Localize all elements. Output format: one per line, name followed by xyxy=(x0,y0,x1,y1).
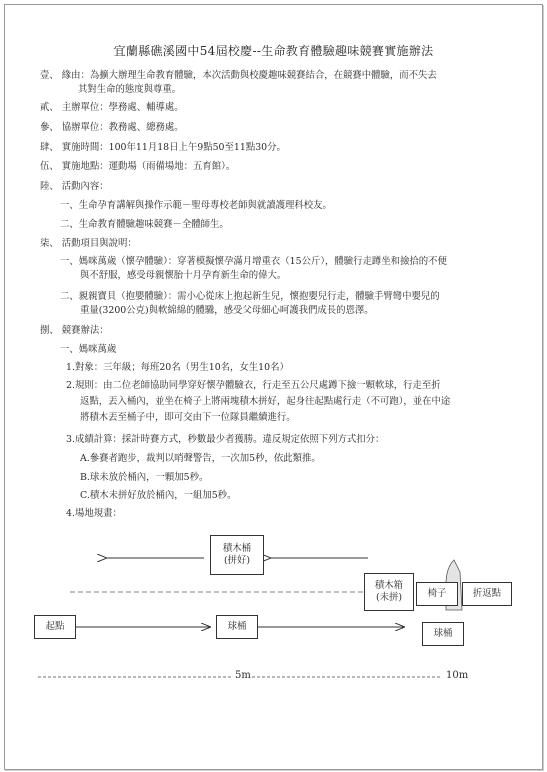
section-7-item-2: 二、親親寶貝（抱嬰體驗）：需小心從床上抱起新生兒，懷抱嬰兒行走，體驗手臂彎中嬰兒的 xyxy=(60,291,440,302)
section-number: 壹、 xyxy=(40,70,59,81)
rule-3-a: A.參賽者跑步，裁判以哨聲警告，一次加5秒，依此類推。 xyxy=(80,453,321,464)
rule-3: 3.成績計算：採計時賽方式，秒數最少者獲勝。違反規定依照下列方式扣分： xyxy=(66,434,385,445)
blocks-box-note: (未拼) xyxy=(375,592,403,603)
section-text: 活動內容： xyxy=(61,181,109,192)
blocks-bucket-assembled xyxy=(210,535,264,575)
rule-2-continuation-2: 將積木丟至桶子中，即可交由下一位隊員繼續進行。 xyxy=(80,412,296,423)
section-text: 實施時間：100年11月18日上午9點50至11點30分。 xyxy=(61,142,286,153)
scale-label-5m: 5m xyxy=(235,670,251,681)
start-point-box xyxy=(34,615,76,639)
ball-bucket-midway xyxy=(216,615,258,639)
blocks-bucket-label: 積木桶 xyxy=(222,543,252,554)
section-text: 活動項目與說明： xyxy=(61,238,137,249)
section-number: 陸、 xyxy=(40,181,59,192)
rule-1: 1.對象：三年級；每班20名（男生10名，女生10名） xyxy=(66,362,289,373)
section-number: 伍、 xyxy=(40,161,59,172)
section-number: 肆、 xyxy=(40,142,59,153)
start-point-label: 起點 xyxy=(45,621,65,632)
section-number: 貳、 xyxy=(40,102,59,113)
blocks-box-unassembled xyxy=(364,573,414,611)
section-7-item-1-continuation: 與不舒服，感受母親懷胎十月孕育新生命的偉大。 xyxy=(80,270,287,281)
section-6-item-2: 二、生命教育體驗趣味競賽－全體師生。 xyxy=(60,219,229,230)
section-8-subheading: 一、媽咪萬歲 xyxy=(60,344,117,355)
section-7-item-1: 一、媽咪萬歲（懷孕體驗）：穿著模擬懷孕滿月增重衣（15公斤），體驗行走蹲坐和撿拾的不便 xyxy=(60,256,447,267)
rule-4: 4.場地規畫： xyxy=(66,508,122,519)
ball-bucket-midway-label: 球桶 xyxy=(227,621,247,632)
blocks-bucket-note: (拼好) xyxy=(223,555,251,566)
section-1-continuation: 其對生命的態度與尊重。 xyxy=(78,84,182,95)
section-text: 主辦單位：學務處、輔導處。 xyxy=(61,102,184,113)
section-text: 實施地點：運動場（雨備場地：五育館）。 xyxy=(61,161,236,172)
section-text: 緣由：為擴大辦理生命教育體驗，本次活動與校慶趣味競賽結合，在競賽中體驗，而不失去 xyxy=(61,70,437,81)
turn-point-box xyxy=(462,582,512,606)
ball-bucket-end-label: 球桶 xyxy=(433,628,453,639)
blocks-box-label: 積木箱 xyxy=(374,580,404,591)
section-7-item-2-continuation: 重量(3200公克)與軟綿綿的體驣，感受父母細心呵護我們成長的恩澤。 xyxy=(80,305,374,316)
ball-bucket-end xyxy=(422,622,464,646)
section-number: 捌、 xyxy=(40,325,59,336)
turn-point-label: 折返點 xyxy=(472,588,502,599)
section-number: 柒、 xyxy=(40,238,59,249)
section-number: 參、 xyxy=(40,122,59,133)
chair-box xyxy=(416,582,458,606)
scale-label-10m: 10m xyxy=(446,670,469,681)
rule-2: 2.規則：由二位老師協助同學穿好懷孕體驗衣，行走至五公尺處蹲下撿一顆軟球，行走至折 xyxy=(66,380,441,391)
rule-3-b: B.球未放於桶內，一顆加5秒。 xyxy=(80,472,209,483)
section-6-item-1: 一、生命孕育講解與操作示範－聖母專校老師與就讀護理科校友。 xyxy=(60,200,332,211)
section-text: 協辦單位：教務處、總務處。 xyxy=(61,122,184,133)
rule-3-c: C.積木未拼好放於桶內，一組加5秒。 xyxy=(80,490,237,501)
section-text: 競賽辦法： xyxy=(61,325,109,336)
chair-label: 椅子 xyxy=(427,588,447,599)
rule-2-continuation-1: 返點，丟入桶內，並坐在椅子上將兩塊積木拼好，起身往起點處行走（不可跑），並在中途 xyxy=(80,396,451,407)
document-title: 宜蘭縣礁溪國中54屆校慶--生命教育體驗趣味競賽實施辦法 xyxy=(113,44,434,58)
